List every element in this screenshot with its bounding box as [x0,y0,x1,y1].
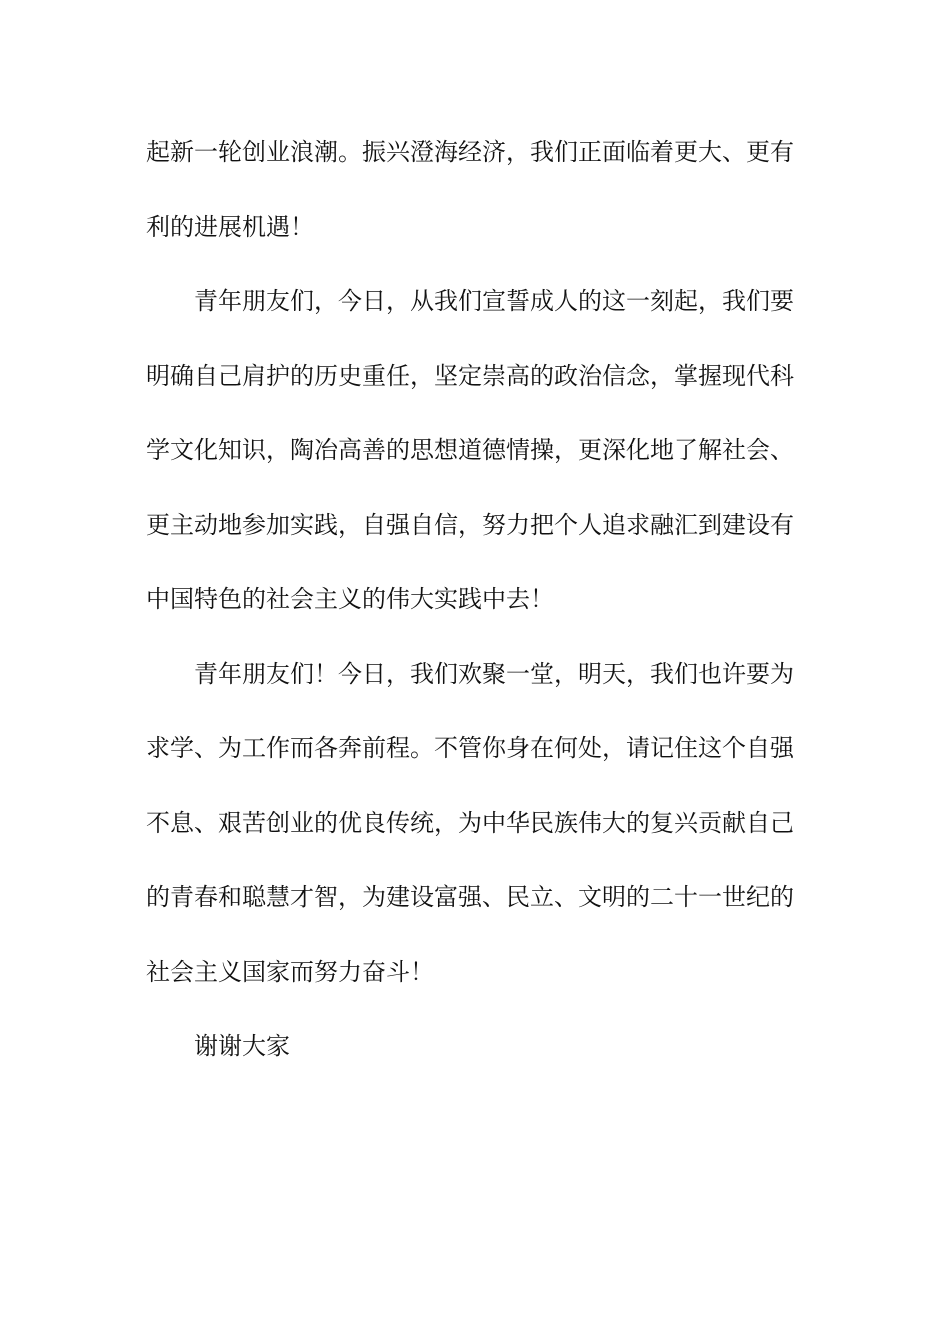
text-line: 利的进展机遇！ [146,212,314,241]
text-line: 明确自己肩护的历史重任，坚定崇高的政治信念，掌握现代科 [146,361,794,390]
paragraph-start-line: 青年朋友们，今日，从我们宣誓成人的这一刻起，我们要 [194,287,794,315]
closing-line: 谢谢大家 [194,1032,290,1060]
text-line: 中国特色的社会主义的伟大实践中去！ [146,585,554,613]
text-line: 起新一轮创业浪潮。振兴澄海经济，我们正面临着更大、更有 [146,138,794,166]
text-line: 的青春和聪慧才智，为建设富强、民立、文明的二十一世纪的 [146,883,794,911]
paragraph-start-line: 青年朋友们！今日，我们欢聚一堂，明天，我们也许要为 [194,659,794,688]
text-line: 求学、为工作而各奔前程。不管你身在何处，请记住这个自强 [146,734,794,762]
speech-body [146,126,796,1095]
text-line: 社会主义国家而努力奋斗！ [146,957,434,986]
text-line: 学文化知识，陶冶高善的思想道德情操，更深化地了解社会、 [146,436,794,464]
text-line: 更主动地参加实践，自强自信，努力把个人追求融汇到建设有 [146,510,794,539]
text-line: 不息、艰苦创业的优良传统，为中华民族伟大的复兴贡献自己 [146,808,794,837]
